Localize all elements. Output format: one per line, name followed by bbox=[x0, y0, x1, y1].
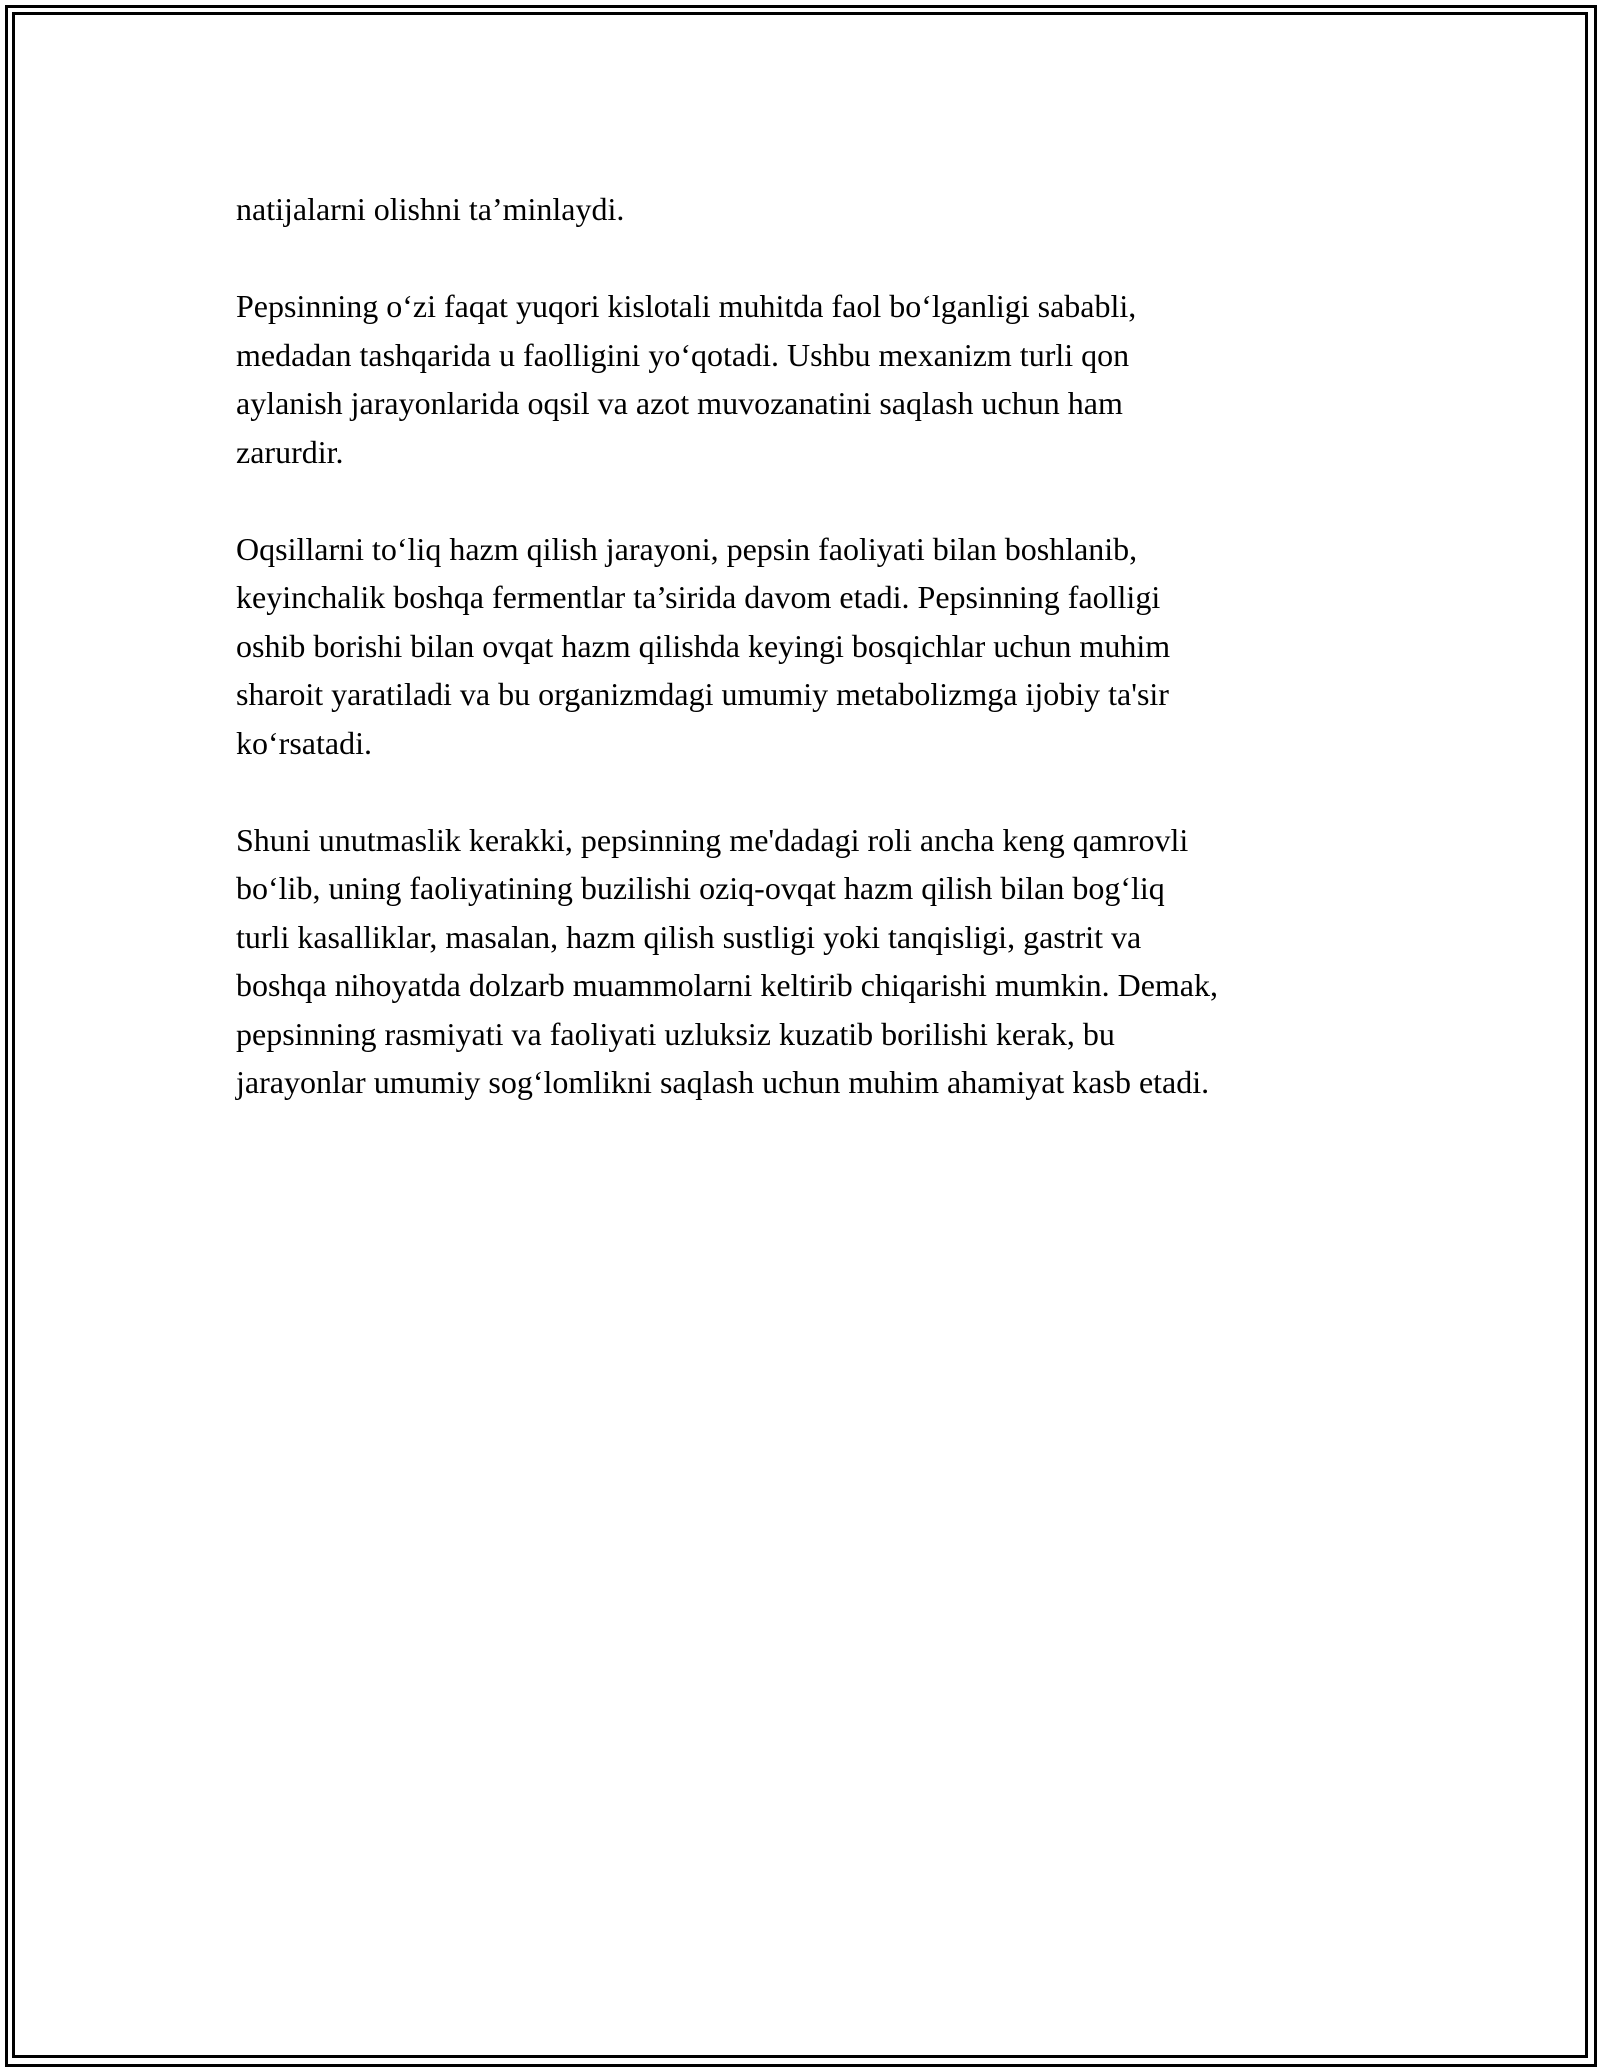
document-body bbox=[236, 185, 1376, 1155]
paragraph-4: Shuni unutmaslik kerakki, pepsinning me'dadagi roli ancha keng qamrovli bo‘lib, uning faoliyatining buzilishi oziq-ovqat hazm qilish bilan bog‘liq turli kasalliklar, masalan, hazm qilish sustligi yoki tanqisligi, gastrit va boshqa nihoyatda dolzarb muammolarni keltirib chiqarishi mumkin. Demak, pepsinning rasmiyati va faoliyati uzluksiz kuzatib borilishi kerak, bu jarayonlar umumiy sog‘lomlikni saqlash uchun muhim ahamiyat kasb etadi. bbox=[236, 821, 1218, 1100]
paragraph-3: Oqsillarni to‘liq hazm qilish jarayoni, pepsin faoliyati bilan boshlanib, keyinchalik boshqa fermentlar ta’sirida davom etadi. Pepsinning faolligi oshib borishi bilan ovqat hazm qilishda keyingi bosqichlar uchun muhim sharoit yaratiladi va bu organizmdagi umumiy metabolizmga ijobiy ta'sir ko‘rsatadi. bbox=[236, 530, 1171, 761]
paragraph-1: natijalarni olishni ta’minlaydi. bbox=[236, 191, 625, 227]
paragraph-2: Pepsinning o‘zi faqat yuqori kislotali muhitda faol bo‘lganligi sababli, medadan tashqarida u faolligini yo‘qotadi. Ushbu mexanizm turli qon aylanish jarayonlarida oqsil va azot muvozanatini saqlash uchun ham zarurdir. bbox=[236, 288, 1137, 470]
